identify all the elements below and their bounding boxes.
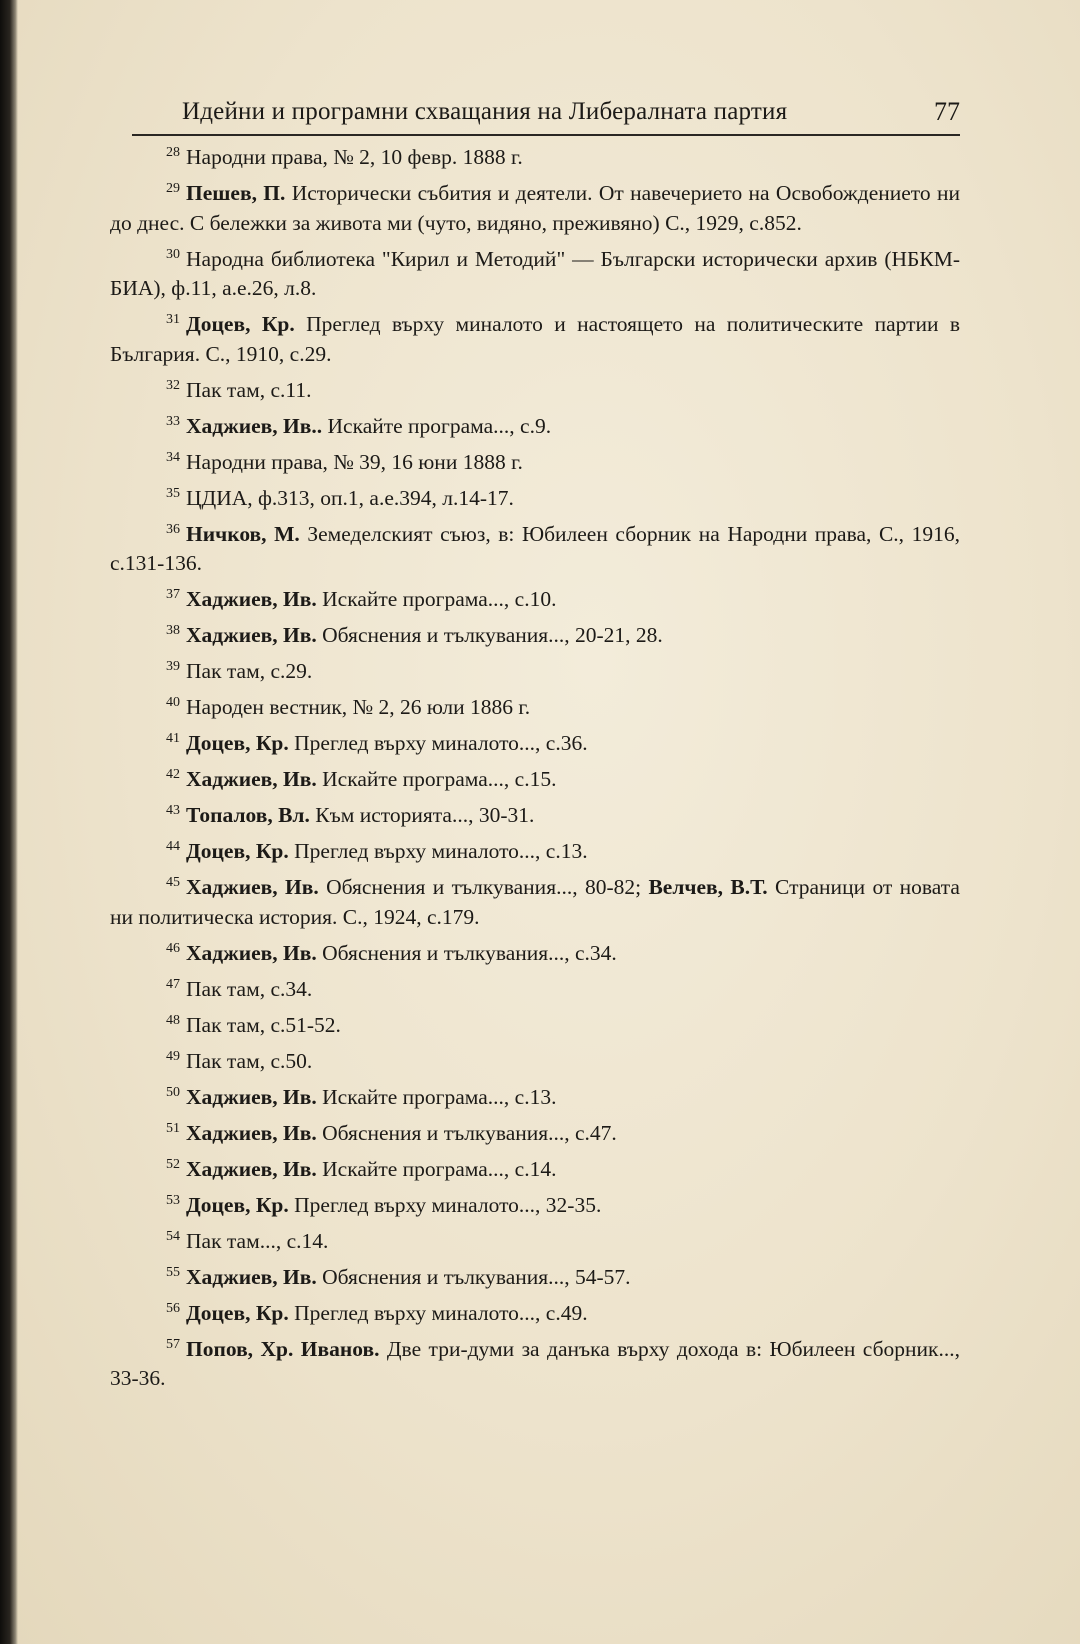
footnote-28 [110, 143, 960, 173]
footnote-54 [110, 1227, 960, 1257]
footnote-number: 49 [166, 1048, 180, 1064]
footnote-number: 48 [166, 1012, 180, 1028]
footnote-number: 57 [166, 1336, 180, 1352]
footnote-52 [110, 1155, 960, 1185]
footnote-number: 47 [166, 976, 180, 992]
footnote-text: Към историята..., 30-31. [309, 803, 535, 827]
footnote-38 [110, 621, 960, 651]
footnote-47 [110, 975, 960, 1005]
footnote-number: 38 [166, 623, 180, 638]
footnote-text: Народна библиотека "Кирил и Методий" — Български исторически архив (НБКМ-БИА), ф.11, а.е.26, л.8. [110, 246, 960, 300]
footnote-author: Хаджиев, Ив. [186, 1264, 317, 1289]
footnote-text: Обяснения и тълкувания..., 80-82; [318, 875, 649, 899]
footnote-text: Искайте програма..., с.9. [322, 413, 552, 438]
footnote-text: Пак там, с.29. [186, 659, 313, 683]
footnote-41 [110, 729, 960, 759]
footnote-author: Ничков, М. [186, 521, 300, 546]
footnotes-list [110, 143, 960, 1400]
footnote-49 [110, 1047, 960, 1077]
footnote-number: 39 [166, 659, 180, 674]
footnote-number: 35 [166, 485, 180, 501]
footnote-number: 54 [166, 1228, 180, 1244]
footnote-number: 51 [166, 1120, 180, 1136]
footnote-number: 43 [166, 803, 180, 818]
footnote-text: Две три-думи за данъка върху дохода в: Юбилеен сборник..., 33-36. [110, 1336, 960, 1390]
footnote-text: Обяснения и тълкувания..., с.47. [316, 1120, 617, 1145]
footnote-author: Доцев, Кр. [186, 731, 289, 755]
page-header [132, 92, 960, 134]
footnote-text: Обяснения и тълкувания..., 20-21, 28. [316, 623, 663, 647]
book-spine-shadow [0, 0, 18, 1644]
footnote-text: Преглед върху миналото..., с.13. [288, 839, 588, 863]
footnote-text: Искайте програма..., с.13. [316, 1084, 557, 1109]
running-title: Идейни и програмни схващания на Либералната партия [182, 98, 788, 125]
footnote-author: Доцев, Кр. [186, 1192, 289, 1217]
footnote-31 [110, 310, 960, 369]
footnote-author: Хаджиев, Ив. [186, 1120, 317, 1145]
footnote-number: 44 [166, 839, 180, 854]
footnote-35 [110, 484, 960, 514]
footnote-number: 31 [166, 312, 180, 327]
footnote-author: Доцев, Кр. [186, 839, 289, 863]
footnote-text: Пак там, с.50. [186, 1048, 313, 1073]
footnote-43 [110, 801, 960, 831]
footnote-number: 34 [166, 449, 180, 465]
footnote-34 [110, 448, 960, 478]
footnote-text: Обяснения и тълкувания..., с.34. [316, 940, 617, 965]
footnote-44 [110, 837, 960, 867]
footnote-number: 37 [166, 587, 180, 602]
footnote-57 [110, 1335, 960, 1394]
footnote-author: Хаджиев, Ив. [186, 1156, 317, 1181]
footnote-number: 28 [166, 145, 180, 160]
footnote-number: 45 [166, 875, 180, 890]
footnote-text: Пак там..., с.14. [186, 1228, 329, 1253]
footnote-42 [110, 765, 960, 795]
footnote-51 [110, 1119, 960, 1149]
footnote-text: Страници от новата ни политическа история. С., 1924, с.179. [110, 875, 960, 929]
footnote-text: Искайте програма..., с.10. [316, 587, 557, 611]
footnote-number: 50 [166, 1084, 180, 1100]
footnote-text: Преглед върху миналото и настоящето на политическите партии в България. С., 1910, с.29. [110, 312, 960, 366]
footnote-author: Хаджиев, Ив. [186, 767, 317, 791]
footnote-56 [110, 1299, 960, 1329]
footnote-author: Хаджиев, Ив. [186, 875, 319, 899]
footnote-author: Доцев, Кр. [186, 1300, 289, 1325]
footnote-author: Попов, Хр. Иванов. [186, 1336, 380, 1361]
footnote-36 [110, 520, 960, 579]
footnote-text: Пак там, с.51-52. [186, 1012, 341, 1037]
footnote-number: 46 [166, 940, 180, 956]
footnote-48 [110, 1011, 960, 1041]
footnote-30 [110, 245, 960, 304]
footnote-40 [110, 693, 960, 723]
footnote-39 [110, 657, 960, 687]
footnote-50 [110, 1083, 960, 1113]
footnote-text: Искайте програма..., с.15. [316, 767, 557, 791]
page-number: 77 [934, 97, 960, 126]
footnote-number: 41 [166, 731, 180, 746]
footnote-author: Велчев, В.Т. [648, 875, 768, 899]
footnote-author: Пешев, П. [186, 181, 286, 205]
footnote-number: 36 [166, 521, 180, 537]
footnote-text: Преглед върху миналото..., 32-35. [288, 1192, 602, 1217]
footnote-46 [110, 939, 960, 969]
footnote-text: Пак там, с.11. [186, 377, 312, 402]
footnote-text: Преглед върху миналото..., с.36. [288, 731, 588, 755]
footnote-53 [110, 1191, 960, 1221]
footnote-text: Земеделският съюз, в: Юбилеен сборник на Народни права, С., 1916, с.131-136. [110, 521, 960, 575]
footnote-text: Исторически събития и деятели. От навечерието на Освобождението ни до днес. С бележки за живота ми (чуто, видяно, преживяно) С., 1929, с.852. [110, 181, 960, 235]
footnote-author: Хаджиев, Ив. [186, 1084, 317, 1109]
footnote-author: Хаджиев, Ив. [186, 940, 317, 965]
footnote-text: Народни права, № 39, 16 юни 1888 г. [186, 449, 523, 474]
footnote-text: Пак там, с.34. [186, 976, 313, 1001]
header-rule [132, 134, 960, 136]
footnote-text: Народни права, № 2, 10 февр. 1888 г. [186, 145, 523, 169]
footnote-text: Преглед върху миналото..., с.49. [288, 1300, 588, 1325]
footnote-29 [110, 179, 960, 238]
footnote-number: 32 [166, 377, 180, 393]
footnote-number: 52 [166, 1156, 180, 1172]
footnote-author: Топалов, Вл. [186, 803, 310, 827]
footnote-number: 55 [166, 1264, 180, 1280]
footnote-text: Обяснения и тълкувания..., 54-57. [316, 1264, 631, 1289]
footnote-text: ЦДИА, ф.313, оп.1, а.е.394, л.14-17. [186, 485, 514, 510]
footnote-author: Доцев, Кр. [186, 312, 295, 336]
footnote-number: 29 [166, 181, 180, 196]
footnote-author: Хаджиев, Ив. [186, 623, 317, 647]
footnote-number: 40 [166, 695, 180, 710]
footnote-45 [110, 873, 960, 932]
footnote-55 [110, 1263, 960, 1293]
footnote-number: 42 [166, 767, 180, 782]
footnote-author: Хаджиев, Ив.. [186, 413, 323, 438]
footnote-author: Хаджиев, Ив. [186, 587, 317, 611]
footnote-33 [110, 412, 960, 442]
footnote-number: 33 [166, 413, 180, 429]
footnote-text: Народен вестник, № 2, 26 юли 1886 г. [186, 695, 531, 719]
footnote-number: 53 [166, 1192, 180, 1208]
footnote-text: Искайте програма..., с.14. [316, 1156, 557, 1181]
footnote-32 [110, 376, 960, 406]
footnote-number: 56 [166, 1300, 180, 1316]
footnote-number: 30 [166, 246, 180, 262]
footnote-37 [110, 585, 960, 615]
